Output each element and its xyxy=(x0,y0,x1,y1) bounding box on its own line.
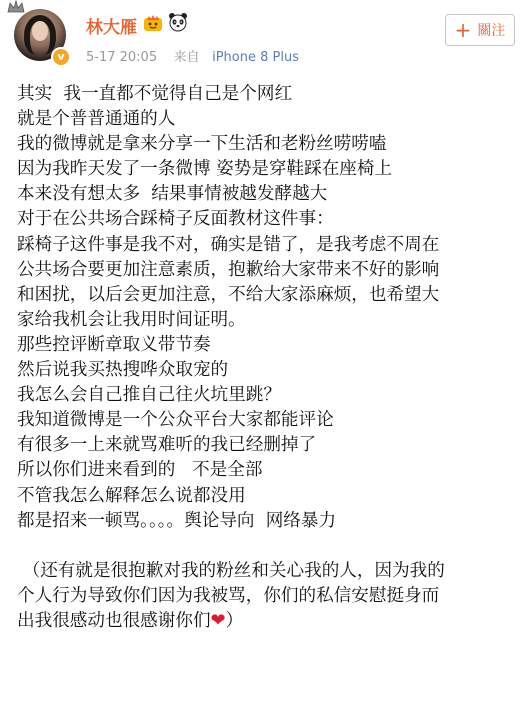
source-device-link[interactable]: iPhone 8 Plus xyxy=(212,50,299,65)
post-body xyxy=(17,82,522,634)
paragraph-spacer xyxy=(17,534,522,559)
body-line: 有很多一上来就骂难听的我已经删掉了 xyxy=(17,435,317,456)
body-line: 我知道微博是一个公众平台大家都能评论 xyxy=(17,410,334,431)
body-line: 都是招来一顿骂。。。。舆论导向 网络暴力 xyxy=(17,510,337,531)
closing-paren: ） xyxy=(225,610,244,631)
follow-button[interactable] xyxy=(445,14,515,46)
body-line: 我怎么会自己推自己往火坑里跳？ xyxy=(17,385,281,406)
avatar-crown-icon xyxy=(6,0,26,14)
closing-line-last xyxy=(17,609,522,634)
closing-line: 个人行为导致你们因为我被骂，你们的私信安慰挺身而 xyxy=(17,585,440,606)
body-line: 其实 我一直都不觉得自己是个网红 xyxy=(17,84,293,104)
username[interactable]: 林大雁 xyxy=(86,18,137,38)
body-line: 本来没有想太多 结果事情被越发酵越大 xyxy=(17,184,328,205)
follow-button-label: 關注 xyxy=(477,23,506,39)
plus-icon: + xyxy=(454,18,472,42)
body-line: 和困扰，以后会更加注意，不给大家添麻烦，也希望大 xyxy=(17,284,440,305)
source-prefix: 来自 xyxy=(173,50,200,65)
body-line: 所以你们进来看到的 不是全部 xyxy=(17,460,263,481)
body-line: 那些控评断章取义带节奏 xyxy=(17,334,211,355)
post-meta xyxy=(86,46,299,65)
body-line: 因为我昨天发了一条微博 姿势是穿鞋踩在座椅上 xyxy=(17,159,393,180)
body-line: 我的微博就是拿来分享一下生活和老粉丝唠唠嗑 xyxy=(17,134,387,155)
body-line: 然后说我买热搜哗众取宠的 xyxy=(17,360,229,381)
body-line: 对于在公共场合踩椅子反面教材这件事： xyxy=(17,209,334,230)
body-line: 家给我机会让我用时间证明。 xyxy=(17,309,246,330)
post-header xyxy=(0,0,531,76)
closing-line: （还有就是很抱歉对我的粉丝和关心我的人，因为我的 xyxy=(17,560,445,581)
closing-text: 出我很感动也很感谢你们 xyxy=(17,610,211,631)
post-timestamp: 5-17 20:05 xyxy=(86,50,158,65)
body-line: 不管我怎么解释怎么说都没用 xyxy=(17,485,246,506)
body-line: 踩椅子这件事是我不对，确实是错了，是我考虑不周在 xyxy=(17,234,440,255)
avatar-face xyxy=(32,21,48,41)
body-line: 公共场合要更加注意素质，抱歉给大家带来不好的影响 xyxy=(17,259,440,280)
body-line: 就是个普普通通的人 xyxy=(17,109,176,130)
panda-icon[interactable] xyxy=(168,12,188,32)
vip-crown-icon[interactable] xyxy=(143,14,163,32)
verified-badge-icon: v xyxy=(51,47,71,67)
heart-emoji-icon: ❤ xyxy=(210,609,226,631)
